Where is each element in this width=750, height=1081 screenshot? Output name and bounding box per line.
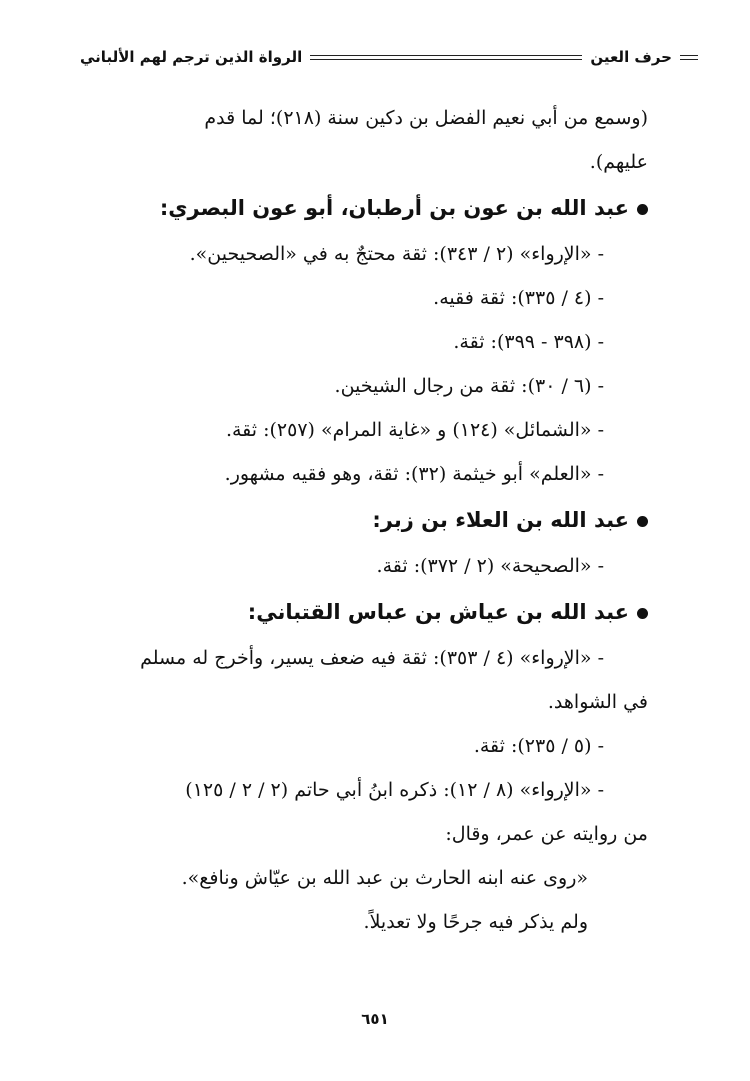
narrator-heading bbox=[78, 184, 648, 232]
narrator-heading bbox=[78, 588, 648, 636]
text-line: - «الصحيحة» (٢ / ٣٧٢): ثقة. bbox=[376, 555, 604, 577]
heading-text: عبد الله بن العلاء بن زبر: bbox=[372, 508, 629, 532]
text-line: - «الشمائل» (١٢٤) و «غاية المرام» (٢٥٧): ثقة. bbox=[225, 419, 604, 441]
bullet-icon bbox=[637, 204, 648, 215]
heading-text: عبد الله بن عون بن أرطبان، أبو عون البصري: bbox=[159, 196, 629, 220]
book-title: الرواة الذين ترجم لهم الألباني bbox=[80, 48, 303, 66]
text-line: عليهم). bbox=[589, 151, 648, 173]
chapter-title: حرف العين bbox=[590, 48, 672, 66]
running-header bbox=[80, 44, 698, 70]
quote-line: «روى عنه ابنه الحارث بن عبد الله بن عيّاش ونافع». bbox=[181, 867, 588, 889]
text-line: - (٦ / ٣٠): ثقة من رجال الشيخين. bbox=[334, 375, 604, 397]
text-line: - «الإرواء» (٤ / ٣٥٣): ثقة فيه ضعف يسير، وأخرج له مسلم bbox=[140, 647, 604, 669]
text-line: - «العلم» أبو خيثمة (٣٢): ثقة، وهو فقيه مشهور. bbox=[224, 463, 604, 485]
header-rule-right bbox=[680, 55, 698, 60]
text-line: ولم يذكر فيه جرحًا ولا تعديلاً. bbox=[363, 911, 588, 933]
text-line: - «الإرواء» (٨ / ١٢): ذكره ابنُ أبي حاتم (٢ / ٢ / ١٢٥) bbox=[185, 779, 604, 801]
text-line: - (٥ / ٢٣٥): ثقة. bbox=[473, 735, 604, 757]
narrator-heading bbox=[78, 496, 648, 544]
text-line: - (٤ / ٣٣٥): ثقة فقيه. bbox=[433, 287, 604, 309]
bullet-icon bbox=[637, 608, 648, 619]
page-body bbox=[78, 96, 648, 944]
bullet-icon bbox=[637, 516, 648, 527]
text-line: - (٣٩٨ - ٣٩٩): ثقة. bbox=[453, 331, 604, 353]
text-line: من روايته عن عمر، وقال: bbox=[445, 823, 648, 845]
page-number: ٦٥١ bbox=[361, 1010, 389, 1028]
heading-text: عبد الله بن عياش بن عباس القتباني: bbox=[247, 600, 629, 624]
header-rule bbox=[310, 55, 582, 60]
text-line: (وسمع من أبي نعيم الفضل بن دكين سنة (٢١٨)؛ لما قدم bbox=[204, 107, 648, 129]
text-line: - «الإرواء» (٢ / ٣٤٣): ثقة محتجٌ به في «الصحيحين». bbox=[189, 243, 604, 265]
text-line: في الشواهد. bbox=[547, 691, 648, 713]
